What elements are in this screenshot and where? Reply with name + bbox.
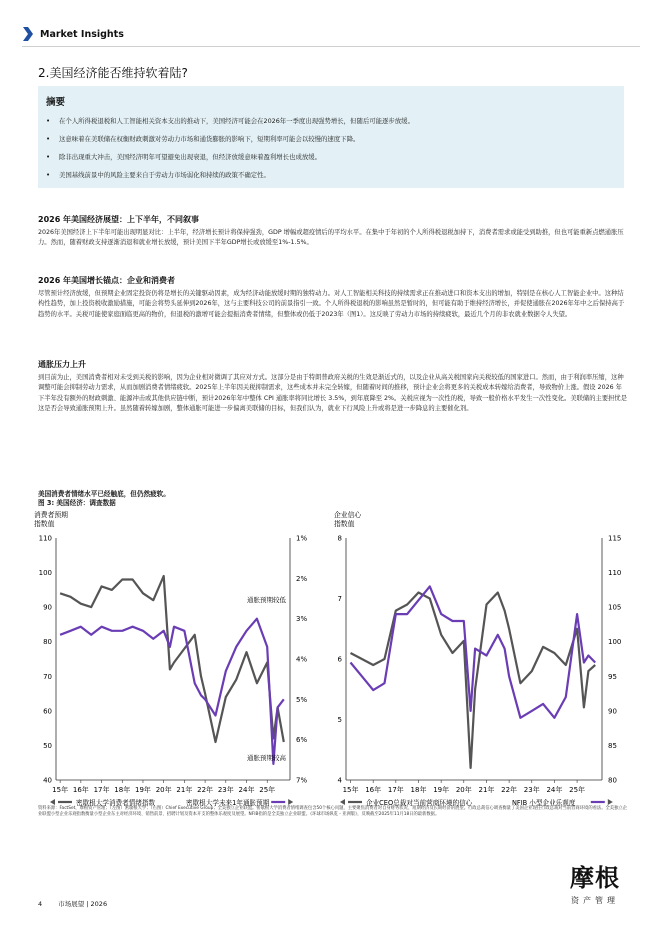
summary-box [38, 86, 624, 188]
summary-list [46, 117, 616, 179]
y-tick-right: 6% [296, 736, 308, 745]
section-heading-outlook: 2026 年美国经济展望：上下半年，不同叙事 [38, 215, 200, 224]
x-tick-label: 17年 [387, 786, 404, 794]
x-tick-label: 20年 [455, 786, 472, 794]
page-number: 4 [38, 900, 43, 908]
axis-title-left: 企业信心 [334, 511, 362, 519]
section-body-anchors: 尽管预计经济放缓，但预期企业固定投资仍将是增长的关键驱动因素，成为经济动能放缓时期的独特动力。对人工智能相关科技的持续需求正在推动进口和资本支出的增加，特别是在核心人工智能企业中。这种结构性趋势，加上投资税收激励措施，可能会将势头延伸到2026年，这与主要科技公司的前景指引一致。个人所得税退税的影响虽然是暂时的，但可能有助于维持经济增长，并促使通胀在2026年年中之后保持高于趋势的水平。关税可能使家庭面临更高的物价，但退税的激增可能会提振消费者情绪，但整体或仍低于2023年（图1）。这反映了劳动力市场的持续疲软，最近几个月的非农就业数据令人失望。 [38, 290, 625, 318]
section-heading-anchors: 2026 年美国增长锚点：企业和消费者 [38, 276, 176, 285]
y-tick-right: 110 [608, 569, 622, 578]
section-body-outlook: 2026年美国经济上下半年可能出现明显对比：上半年，经济增长预计将保持强劲，GDP 增幅或超疫情后的平均水平。在集中于年初的个人所得税退税加持下，消费者需求或能受到助推，但也可能重新点燃通胀压力。然而，随着财政支持逐渐消退和就业增长放缓，预计美国下半年GDP增长或放缓至1%-1.5%。 [38, 229, 624, 247]
x-tick-label: 22年 [501, 786, 518, 794]
section-heading-inflation: 通胀压力上升 [38, 360, 86, 369]
summary-bullet: • 美国基线前景中的风险主要来自于劳动力市场弱化和持续的政策不确定性。 [46, 171, 270, 179]
y-tick-right: 3% [296, 615, 308, 624]
y-tick-left: 70 [43, 672, 52, 681]
x-tick-label: 21年 [478, 786, 495, 794]
brand-label: Market Insights [40, 28, 124, 40]
axis-title-left: 消费者预期 [34, 511, 68, 519]
x-tick-label: 21年 [176, 786, 193, 794]
legend-left-arrow-icon [50, 799, 55, 805]
x-tick-label: 22年 [197, 786, 214, 794]
y-tick-right: 5% [296, 695, 308, 704]
y-tick-left: 90 [43, 603, 52, 612]
x-tick-label: 25年 [569, 786, 586, 794]
legend-label: 密歇根大学未来1年通胀预期 [186, 799, 270, 807]
x-tick-label: 16年 [365, 786, 382, 794]
y-tick-left: 8 [337, 534, 342, 543]
brand-chevron-icon [22, 26, 34, 42]
figure-title: 美国消费者情绪水平已经触底，但仍然疲软。 图 3: 美国经济：调查数据 [38, 490, 170, 507]
x-tick-label: 18年 [114, 786, 131, 794]
y-tick-left: 4 [337, 776, 342, 785]
y-tick-left: 40 [43, 776, 52, 785]
y-tick-right: 100 [608, 638, 622, 647]
summary-title: 摘要 [46, 97, 66, 108]
x-tick-label: 17年 [93, 786, 110, 794]
section-title: 2.美国经济能否维持软着陆? [38, 66, 188, 80]
x-tick-label: 18年 [410, 786, 427, 794]
x-tick-label: 15年 [52, 786, 69, 794]
legend-label: 企业CEO总裁对当前营商环境的信心 [366, 799, 473, 807]
legend-label: 密歇根大学消费者情绪指数 [76, 799, 156, 807]
header-divider [22, 46, 640, 47]
x-tick-label: 19年 [135, 786, 151, 794]
chart-consumer-sentiment [34, 507, 334, 812]
axis-subtitle-left: 指数值 [34, 520, 55, 528]
x-tick-label: 19年 [433, 786, 450, 794]
legend-label: NFIB 小型企业乐观度 [512, 799, 576, 807]
y-tick-right: 80 [608, 776, 617, 785]
bullet-icon: • [46, 117, 51, 125]
y-tick-left: 100 [38, 569, 52, 578]
axis-subtitle-left: 指数值 [334, 520, 355, 528]
footer-report-name: 市场展望 | 2026 [58, 900, 108, 908]
summary-bullet: • 这意味着在美联储在权衡财政刺激对劳动力市场和通货膨胀的影响下，短期利率可能会以较慢的速度下降。 [46, 135, 360, 143]
y-tick-left: 110 [38, 534, 52, 543]
y-tick-right: 1% [296, 534, 308, 543]
chart-business-confidence [334, 507, 630, 812]
summary-bullet: • 在个人所得税退税和人工智能相关资本支出的推动下，美国经济可能会在2026年一季度出现强势增长，但随后可能逐步放缓。 [46, 117, 414, 125]
y-tick-left: 80 [43, 638, 52, 647]
annotation-low-inflation: 通胀预期较低 [247, 596, 286, 604]
y-tick-right: 2% [296, 574, 308, 583]
x-tick-label: 25年 [259, 786, 276, 794]
company-logo [560, 858, 630, 906]
y-tick-right: 85 [608, 741, 617, 750]
x-tick-label: 24年 [238, 786, 255, 794]
footer-page-label [38, 899, 107, 908]
legend-right-arrow-icon [608, 799, 613, 805]
bullet-icon: • [46, 153, 51, 161]
y-tick-left: 50 [43, 741, 52, 750]
figure-source-note: 资料来源：FactSet，摩根资产管理；（左图）密歇根大学；（右图）Chief Executive Group；全美独立企业联盟。密歇根大学消费者情绪调查包含50个核心问题，主要聚焦消费者对自身财务状况、短期经济及长期经济的展望。行政总裁信心调查衡量了美国企业现任行政总裁对当前营商环境的看法。全美独立企业联盟小型企业乐观指数衡量小型企业东主对经济环境、销售前景、招聘计划及资本开支的整体乐观度及展望。NFIB指的是全美独立企业联盟。《环球市场纵览 - 亚洲版》，反映截至2025年11月18日的最新数据。 [38, 806, 627, 817]
y-tick-right: 90 [608, 707, 617, 716]
logo-subtitle: 资产管理 [571, 896, 619, 905]
x-tick-label: 16年 [72, 786, 89, 794]
y-tick-right: 95 [608, 672, 617, 681]
summary-bullet: • 除非出现重大冲击，美国经济明年可望避免出现衰退，但经济放缓意味着盈利增长也成放缓。 [46, 153, 322, 161]
y-tick-left: 6 [337, 655, 342, 664]
x-tick-label: 23年 [523, 786, 540, 794]
bullet-icon: • [46, 135, 51, 143]
y-tick-left: 60 [43, 707, 52, 716]
y-tick-right: 4% [296, 655, 308, 664]
y-tick-right: 7% [296, 776, 308, 785]
logo-mark: 摩根 [570, 863, 620, 892]
y-tick-left: 7 [337, 595, 342, 603]
y-tick-right: 105 [608, 603, 622, 612]
annotation-high-inflation: 通胀预期较高 [247, 754, 286, 762]
y-tick-left: 5 [337, 716, 342, 724]
x-tick-label: 23年 [217, 786, 234, 794]
series-line-right [60, 619, 284, 764]
x-tick-label: 24年 [546, 786, 563, 794]
legend-right-arrow-icon [288, 799, 293, 805]
legend-left-arrow-icon [340, 799, 345, 805]
section-body-inflation: 到目前为止，美国消费者相对未受到关税的影响，因为企业相对微调了其应对方式。这部分是由于特朗普政府关税的生效是渐近式的，以及企业从高关税国家向关税较低的国家进口。然而，由于利润率压缩，这种调整可能会抑制劳动力需求，从而加剧消费者情绪疲软。2025年上半年因关税抑制需求，这些成本并未完全转嫁，但随着时间的推移，预计企业会将更多的关税成本转嫁给消费者，导致物价上涨。假设 2026 年下半年没有额外的财政刺激、能源冲击或其他供应链中断，预计2026年年中整体 CPI 通胀率将同比增长 3.5%，到年底降至 2%。关税应视为一次性的税，导致一般价格水平发生一次性变化。美联储的主要担忧是这是否会导致通胀预期上升。虽然随着转嫁加剧，整体通胀可能进一步偏离美联储的目标，但我们认为，就业下行风险上升或将是进一步降息的主要催化剂。 [38, 374, 628, 413]
y-tick-right: 115 [608, 534, 622, 543]
bullet-icon: • [46, 171, 51, 179]
x-tick-label: 15年 [342, 786, 359, 794]
x-tick-label: 20年 [155, 786, 172, 794]
page-header [22, 26, 124, 42]
